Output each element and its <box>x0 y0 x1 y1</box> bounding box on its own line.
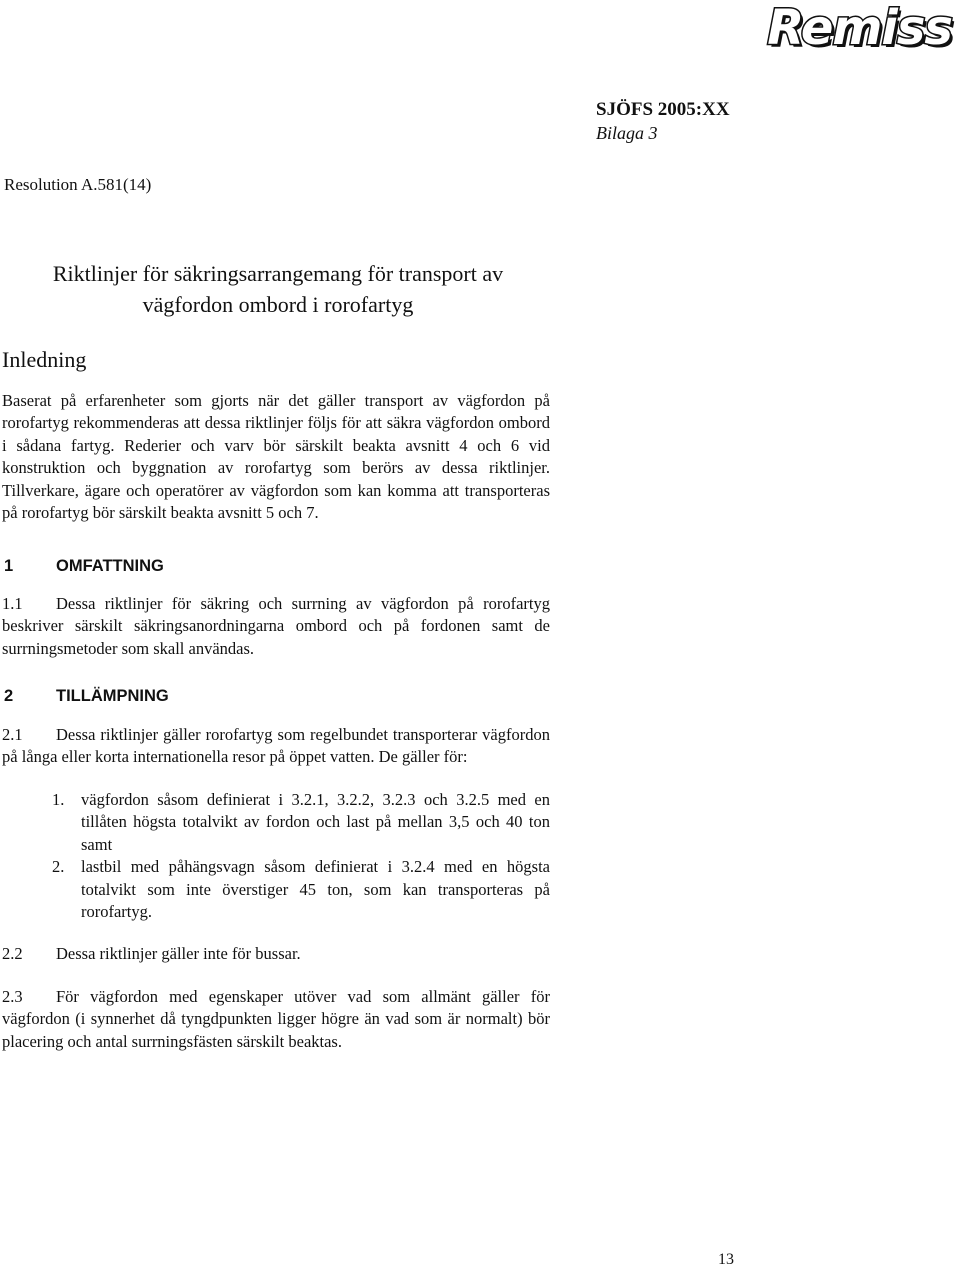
title-line-2: vägfordon ombord i rorofartyg <box>142 292 414 317</box>
list-item-text: vägfordon såsom definierat i 3.2.1, 3.2.2, 3.2.3 och 3.2.5 med en tillåten högsta totalvikt av fordon och last på mellan 3,5 och 40 ton samt <box>81 790 550 854</box>
section-2-number: 2 <box>4 687 14 705</box>
title-line-1: Riktlinjer för säkringsarrangemang för transport av <box>52 261 504 286</box>
paragraph-2-1-number: 2.1 <box>2 725 23 744</box>
section-1-heading <box>4 555 164 577</box>
annex-label: Bilaga 3 <box>596 123 658 143</box>
paragraph-1-1-number: 1.1 <box>2 594 23 613</box>
document-code: SJÖFS 2005:XX <box>596 99 730 120</box>
list-item-marker: 1. <box>52 790 65 809</box>
list-item-marker: 2. <box>52 857 65 877</box>
scope-list <box>52 789 550 923</box>
intro-paragraph: Baserat på erfarenheter som gjorts när det gäller transport av vägfordon på rorofartyg rekommenderas att dessa riktlinjer följs för att säkra vägfordon ombord i sådana fartyg. Rederier och varv bör särskilt beakta avsnitt 4 och 6 vid konstruktion och byggnation av rorofartyg som berörs av dessa riktlinjer. Tillverkare, ägare och operatörer av vägfordon som kan komma att transporteras på rorofartyg bör särskilt beakta avsnitt 5 och 7. <box>2 391 550 523</box>
paragraph-1-1-text: Dessa riktlinjer för säkring och surrning av vägfordon på rorofartyg beskriver särskilt säkringsanordningarna ombord och på fordonen samt de surrningsmetoder som skall användas. <box>2 594 550 658</box>
paragraph-2-3-text: För vägfordon med egenskaper utöver vad som allmänt gäller för vägfordon (i synnerhet då tyngdpunkten ligger högre än vad som är normalt) bör placering och antal surrningsfästen särskilt beaktas. <box>2 987 550 1051</box>
remiss-stamp-logo: Remiss <box>767 0 952 56</box>
section-1-title: OMFATTNING <box>56 557 164 575</box>
paragraph-1-1 <box>2 593 550 660</box>
paragraph-2-2 <box>2 943 550 965</box>
document-title <box>0 258 556 320</box>
paragraph-2-1-text: Dessa riktlinjer gäller rorofartyg som regelbundet transporterar vägfordon på långa eller korta internationella resor på öppet vatten. De gäller för: <box>2 725 550 767</box>
section-2-heading <box>4 685 169 707</box>
paragraph-2-1 <box>2 724 550 769</box>
resolution-reference: Resolution A.581(14) <box>4 175 152 194</box>
section-2-title: TILLÄMPNING <box>56 687 169 705</box>
paragraph-2-3 <box>2 986 550 1053</box>
list-item <box>52 789 550 856</box>
page-number: 13 <box>718 1251 734 1268</box>
intro-heading: Inledning <box>2 347 87 372</box>
list-item-text: lastbil med påhängsvagn såsom definierat i 3.2.4 med en högsta totalvikt som inte överstiger 45 ton, som kan transporteras på rorofartyg. <box>81 857 550 922</box>
section-1-number: 1 <box>4 557 14 575</box>
list-item <box>52 856 550 923</box>
paragraph-2-2-text: Dessa riktlinjer gäller inte för bussar. <box>56 944 301 963</box>
paragraph-2-2-number: 2.2 <box>2 944 23 963</box>
paragraph-2-3-number: 2.3 <box>2 987 23 1006</box>
